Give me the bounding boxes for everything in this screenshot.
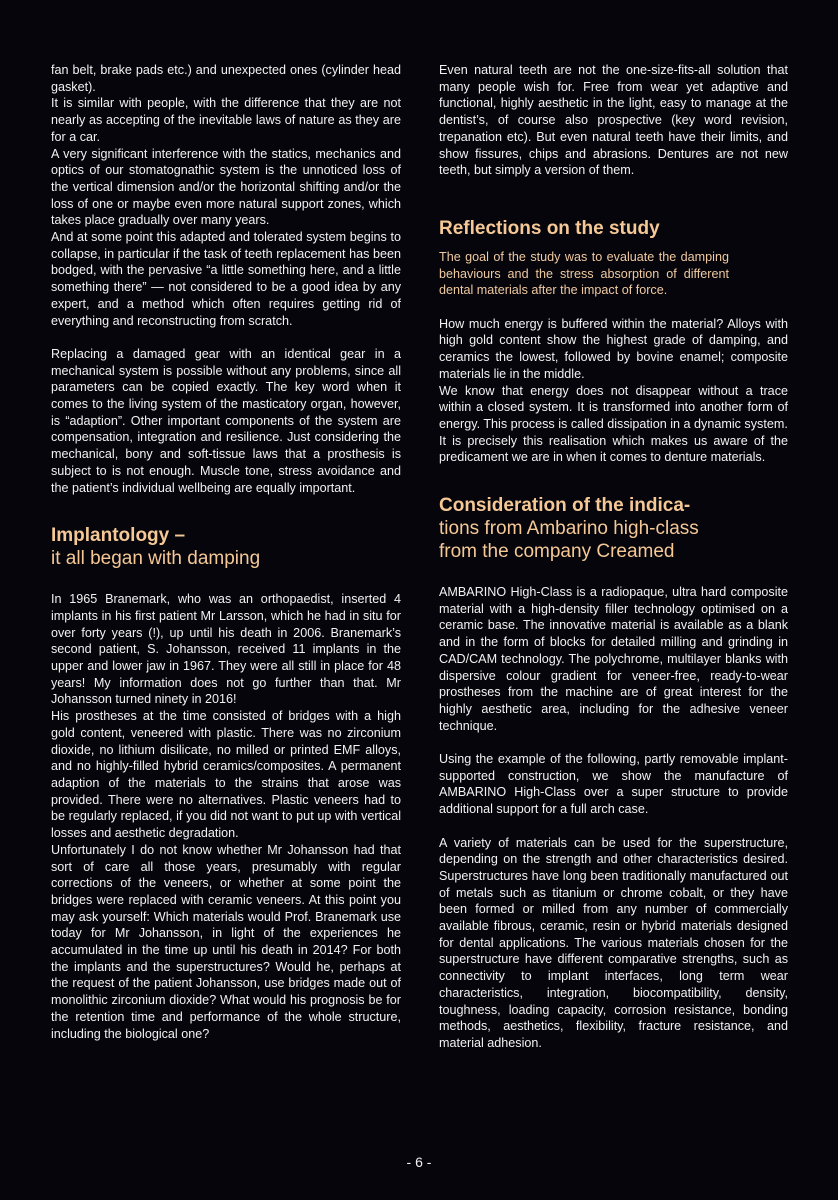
paragraph: It is precisely this realisation which makes us aware of the predicament we are in when it comes to denture materials. <box>439 433 788 465</box>
heading-bold: Reflections on the study <box>439 217 660 239</box>
paragraph: In 1965 Branemark, who was an orthopaedist, inserted 4 implants in his first patient Mr Larsson, which he had in situ for over forty years (!), up until his death in 2006. Branemark’s second patient, S. Johansson, received 11 implants in the upper and lower jaw in 1967. They were all still in place for 48 years! My information does not go further than that. Mr Johansson turned ninety in 2016! <box>51 592 401 707</box>
paragraph: fan belt, brake pads etc.) and unexpected ones (cylinder head gasket). <box>51 63 401 94</box>
heading-light: from the company Creamed <box>439 541 675 563</box>
section-heading-consideration <box>439 494 788 563</box>
section-heading-implantology <box>51 524 401 570</box>
paragraph: AMBARINO High-Class is a radiopaque, ultra hard composite material with a high-density filler technology optimised on a ceramic base. The innovative material is available as a blank and in the form of blocks for detailed milling and grinding in CAD/CAM technology. The polychrome, multilayer blanks with dispersive colour gradient for veneer-free, ready-to-wear prostheses from the machine are of great interest for the highly aesthetic area, including for the adhesive veneer technique. <box>439 585 788 733</box>
paragraph: Unfortunately I do not know whether Mr Johansson had that sort of care all those years, presumably with regular corrections of the veneers, or whether at some point the bridges were replaced with ceramic veneers. At this point you may ask yourself: Which materials would Prof. Branemark use today for Mr Johansson, in light of the experiences he accumulated in the time up until his death in 2014? For both the implants and the superstructures? Would he, perhaps at the request of the patient Johansson, use bridges made out of monolithic zirconium dioxide? What would his prognosis be for the retention time and performance of the whole structure, including the biological one? <box>51 842 401 1041</box>
lead-paragraph: The goal of the study was to evaluate the damping behaviours and the stress absorption of different dental materials after the impact of force. <box>439 249 729 298</box>
right-column <box>439 62 788 1052</box>
heading-bold: Consideration of the indica- <box>439 495 691 517</box>
section-heading-reflections <box>439 217 788 240</box>
heading-light: it all began with damping <box>51 548 261 570</box>
left-column <box>51 62 401 1042</box>
paragraph: We know that energy does not disappear without a trace within a closed system. It is transformed into another form of energy. This process is called dissipation in a dynamic system. <box>439 383 788 431</box>
paragraph: How much energy is buffered within the material? Alloys with high gold content show the highest grade of damping, and ceramics the lowest, followed by bovine enamel; composite materials lie in the middle. <box>439 316 788 381</box>
page-number: - 6 - <box>406 1154 432 1170</box>
heading-bold: Implantology – <box>51 525 186 547</box>
paragraph: A variety of materials can be used for the superstructure, depending on the strength and other characteristics desired. Superstructures have long been traditionally manufactured out of metals such as titanium or chrome cobalt, or they have been formed or milled from any number of commercially available fibrous, ceramic, resin or hybrid materials designed for dental applications. The various materials chosen for the superstructure have different comparative strengths, such as connectivity to implant interfaces, long term wear characteristics, integration, biocompatibility, density, toughness, loading capacity, corrosion resistance, bonding methods, aesthetics, flexibility, fracture resistance, and material adhesion. <box>439 835 788 1050</box>
heading-light: tions from Ambarino high-class <box>439 518 699 540</box>
paragraph: Replacing a damaged gear with an identical gear in a mechanical system is possible without any problems, since all parameters can be copied exactly. The key word when it comes to the living system of the masticatory organ, however, is “adaption”. Other important components of the system are compensation, integration and resilience. Just considering the mechanical, bony and soft-tissue laws that a prosthesis is subject to is not enough. Muscle tone, stress avoidance and the patient’s individual wellbeing are equally important. <box>51 346 401 495</box>
paragraph: And at some point this adapted and tolerated system begins to collapse, in particular if the task of teeth replacement has been bodged, with the pervasive “a little something here, and a little something there” — not considered to be a good idea by any expert, and a method which often requires getting rid of everything and reconstructing from scratch. <box>51 230 401 328</box>
paragraph: His prostheses at the time consisted of bridges with a high gold content, veneered with plastic. There was no zirconium dioxide, no lithium disilicate, no milled or printed EMF alloys, and no highly-filled hybrid ceramics/composites. A permanent adaption of the materials to the strains that arose was provided. There were no alternatives. Plastic veneers had to be regularly replaced, if you did not want to put up with vertical losses and aesthetic degradation. <box>51 709 401 841</box>
paragraph: Using the example of the following, partly removable implant-supported construction, we show the manufacture of AMBARINO High-Class over a super structure to provide additional support for a full arch case. <box>439 752 788 817</box>
paragraph: It is similar with people, with the difference that they are not nearly as accepting of the inevitable laws of nature as they are for a car. <box>51 96 401 144</box>
paragraph: A very significant interference with the statics, mechanics and optics of our stomatognathic system is the unnoticed loss of the vertical dimension and/or the horizontal shifting and/or the loss of one or maybe even more natural support zones, which takes place gradually over many years. <box>51 146 401 228</box>
paragraph: Even natural teeth are not the one-size-fits-all solution that many people wish for. Free from wear yet adaptive and functional, highly aesthetic in the light, easy to manage at the dentist’s, of course also prospective (key word revision, trepanation etc). But even natural teeth have their limits, and show fissures, chips and abrasions. Dentures are not new teeth, but simply a version of them. <box>439 63 788 178</box>
